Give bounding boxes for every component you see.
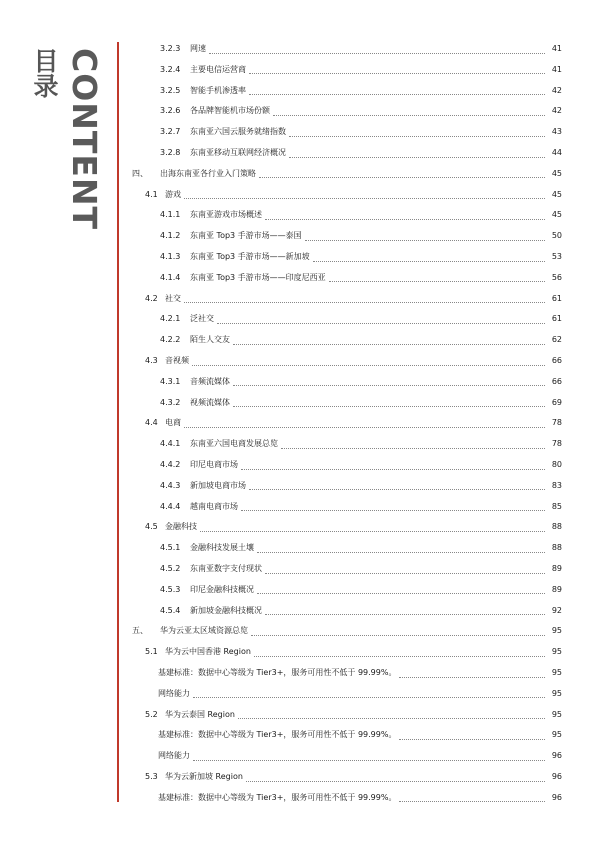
toc-entry-title: 东南亚数字支付现状	[190, 564, 262, 573]
toc-entry-page: 42	[551, 106, 562, 116]
toc-entry[interactable]	[160, 500, 562, 514]
toc-entry-number: 4.5.1	[160, 543, 181, 553]
toc-entry-page: 95	[551, 709, 562, 719]
toc-dot-leader	[249, 65, 545, 74]
toc-dot-leader	[265, 211, 545, 220]
toc-entry[interactable]	[145, 188, 562, 202]
toc-entry-page: 50	[551, 231, 562, 241]
toc-entry-title: 华为云新加坡 Region	[165, 772, 243, 781]
toc-entry-number: 5.3	[145, 772, 158, 781]
toc-dot-leader	[192, 357, 545, 366]
toc-entry-page: 41	[551, 44, 562, 53]
toc-entry-title: 东南亚 Top3 手游市场——新加坡	[190, 252, 310, 261]
toc-entry-number: 4.5	[145, 522, 158, 532]
toc-dot-leader	[257, 585, 545, 594]
toc-entry-title: 社交	[165, 293, 181, 303]
toc-entry-title: 网络能力	[158, 688, 190, 698]
toc-dot-leader	[249, 86, 545, 95]
toc-dot-leader	[399, 731, 545, 740]
toc-dot-leader	[281, 440, 545, 449]
toc-entry-title: 东南亚 Top3 手游市场——泰国	[190, 231, 302, 241]
toc-entry[interactable]	[160, 250, 562, 264]
toc-dot-leader	[313, 253, 545, 262]
toc-entry-title: 音视频	[165, 356, 189, 365]
toc-entry-page: 62	[551, 335, 562, 345]
toc-entry-number: 4.5.4	[160, 605, 181, 615]
toc-entry-page: 95	[551, 688, 562, 698]
toc-entry-number: 4.1	[145, 189, 158, 199]
title-cn: 目录	[30, 48, 59, 98]
toc-entry[interactable]	[145, 645, 562, 659]
toc-entry-number: 4.1.1	[160, 210, 181, 220]
toc-dot-leader	[289, 128, 545, 137]
toc-entry[interactable]	[132, 167, 562, 181]
toc-entry-title: 主要电信运营商	[190, 64, 246, 74]
toc-dot-leader	[265, 565, 545, 574]
toc-entry-title: 电商	[165, 418, 181, 428]
toc-entry-title: 金融科技	[165, 522, 197, 532]
toc-entry-page: 95	[551, 647, 562, 657]
toc-entry-page: 83	[551, 480, 562, 490]
toc-entry-title: 基建标准：数据中心等级为 Tier3+，服务可用性不低于 99.99%。	[158, 668, 397, 677]
toc-entry-title: 东南亚移动互联网经济概况	[190, 148, 286, 157]
toc-entry-number: 4.4	[145, 418, 158, 428]
toc-entry-number: 4.1.3	[160, 252, 181, 261]
toc-entry-title: 华为云中国香港 Region	[165, 647, 251, 657]
toc-entry-page: 80	[551, 460, 562, 469]
toc-entry[interactable]	[158, 687, 562, 701]
toc-dot-leader	[251, 627, 545, 636]
toc-entry[interactable]	[160, 458, 562, 472]
toc-entry[interactable]	[160, 479, 562, 493]
toc-entry[interactable]	[160, 396, 562, 410]
toc-entry-number: 四、	[132, 168, 148, 178]
toc-entry-number: 3.2.6	[160, 106, 181, 116]
toc-entry-title: 印尼金融科技概况	[190, 584, 254, 594]
toc-entry-page: 61	[551, 314, 562, 324]
toc-entry[interactable]	[160, 229, 562, 243]
toc-entry-number: 3.2.3	[160, 44, 181, 53]
toc-entry-page: 78	[551, 418, 562, 428]
toc-entry-title: 越南电商市场	[190, 501, 238, 511]
toc-entry[interactable]	[158, 728, 562, 742]
toc-entry-title: 泛社交	[190, 314, 214, 324]
toc-entry-number: 4.3	[145, 356, 158, 365]
toc-dot-leader	[289, 149, 545, 158]
toc-dot-leader	[238, 710, 545, 719]
toc-entry-number: 4.4.3	[160, 480, 181, 490]
toc-entry-title: 新加坡金融科技概况	[190, 605, 262, 615]
toc-entry[interactable]	[145, 292, 562, 306]
toc-entry-number: 4.1.4	[160, 272, 181, 282]
toc-entry-page: 89	[551, 584, 562, 594]
toc-dot-leader	[233, 336, 545, 345]
toc-entry-page: 41	[551, 64, 562, 74]
toc-entry-number: 3.2.8	[160, 148, 181, 157]
toc-entry[interactable]	[160, 541, 562, 555]
toc-dot-leader	[241, 461, 545, 470]
toc-dot-leader	[257, 544, 545, 553]
toc-entry-title: 网络能力	[158, 751, 190, 761]
toc-entry[interactable]	[160, 104, 562, 118]
toc-entry[interactable]	[160, 583, 562, 597]
toc-dot-leader	[241, 502, 545, 511]
toc-entry-title: 网速	[190, 44, 206, 53]
toc-entry[interactable]	[160, 63, 562, 77]
toc-entry[interactable]	[160, 271, 562, 285]
toc-dot-leader	[246, 773, 545, 782]
toc-entry-title: 新加坡电商市场	[190, 480, 246, 490]
toc-entry-page: 96	[551, 772, 562, 781]
title-en: CONTENT	[65, 48, 104, 231]
toc-entry-page: 66	[551, 356, 562, 365]
toc-dot-leader	[209, 45, 545, 54]
toc-dot-leader	[233, 377, 545, 386]
toc-entry-title: 视频流媒体	[190, 397, 230, 407]
toc-entry-number: 5.1	[145, 647, 158, 657]
toc-entry-page: 56	[551, 272, 562, 282]
toc-entry-title: 音频流媒体	[190, 376, 230, 386]
toc-entry-page: 95	[551, 668, 562, 677]
toc-dot-leader	[193, 689, 545, 698]
toc-dot-leader	[184, 294, 545, 303]
toc-dot-leader	[233, 398, 545, 407]
toc-dot-leader	[259, 169, 545, 178]
toc-entry-title: 游戏	[165, 189, 181, 199]
toc-entry-number: 五、	[132, 626, 148, 636]
toc-entry-number: 4.2.2	[160, 335, 181, 345]
toc-entry[interactable]	[160, 312, 562, 326]
toc-entry[interactable]	[160, 437, 562, 451]
toc-entry[interactable]	[145, 416, 562, 430]
toc-dot-leader	[265, 606, 545, 615]
toc-entry-number: 4.5.3	[160, 584, 181, 594]
toc-entry-number: 5.2	[145, 709, 158, 719]
toc-entry-title: 印尼电商市场	[190, 460, 238, 469]
toc-entry-title: 东南亚游戏市场概述	[190, 210, 262, 220]
toc-dot-leader	[200, 523, 545, 532]
toc-entry[interactable]	[145, 520, 562, 534]
toc-entry-title: 东南亚 Top3 手游市场——印度尼西亚	[190, 272, 326, 282]
toc-entry-page: 66	[551, 376, 562, 386]
toc-entry-number: 3.2.5	[160, 85, 181, 95]
toc-dot-leader	[399, 793, 545, 802]
toc-entry[interactable]	[160, 146, 562, 160]
toc-entry-page: 69	[551, 397, 562, 407]
toc-entry[interactable]	[160, 125, 562, 139]
toc-entry-page: 45	[551, 210, 562, 220]
toc-entry-page: 42	[551, 85, 562, 95]
toc-entry[interactable]	[160, 604, 562, 618]
toc-entry-number: 3.2.7	[160, 127, 181, 137]
toc-entry[interactable]	[160, 333, 562, 347]
toc-entry-title: 华为云泰国 Region	[165, 709, 235, 719]
toc-entry-page: 78	[551, 439, 562, 449]
toc-entry-page: 96	[551, 751, 562, 761]
toc-dot-leader	[305, 232, 545, 241]
toc-entry-page: 43	[551, 127, 562, 137]
toc-entry-title: 东南亚六国云服务就绪指数	[190, 127, 286, 137]
toc-dot-leader	[329, 273, 545, 282]
toc-entry-page: 44	[551, 148, 562, 157]
toc-dot-leader	[193, 752, 545, 761]
toc-entry-title: 各品牌智能机市场份额	[190, 106, 270, 116]
toc-entry[interactable]	[158, 666, 562, 680]
toc-entry[interactable]	[160, 375, 562, 389]
toc-entry[interactable]	[158, 791, 562, 805]
toc-dot-leader	[184, 190, 545, 199]
toc-entry[interactable]	[145, 770, 562, 784]
toc-entry-title: 基建标准：数据中心等级为 Tier3+，服务可用性不低于 99.99%。	[158, 792, 397, 802]
toc-entry-page: 95	[551, 626, 562, 636]
toc-entry[interactable]	[145, 708, 562, 722]
toc-entry-number: 4.1.2	[160, 231, 181, 241]
toc-entry-number: 4.4.2	[160, 460, 181, 469]
toc-entry-number: 4.3.2	[160, 397, 181, 407]
toc-entry-number: 4.2	[145, 293, 158, 303]
toc-entry-number: 3.2.4	[160, 64, 181, 74]
toc-dot-leader	[254, 648, 545, 657]
toc-entry-page: 89	[551, 564, 562, 573]
toc-entry-page: 45	[551, 189, 562, 199]
toc-entry[interactable]	[145, 354, 562, 368]
toc-entry[interactable]	[132, 624, 562, 638]
toc-entry-title: 出海东南亚各行业入门策略	[160, 168, 256, 178]
toc-dot-leader	[399, 669, 545, 678]
toc-entry-page: 61	[551, 293, 562, 303]
toc-entry[interactable]	[160, 562, 562, 576]
toc-entry-number: 4.4.4	[160, 501, 181, 511]
toc-entry-page: 92	[551, 605, 562, 615]
toc-entry-title: 智能手机渗透率	[190, 85, 246, 95]
toc-entry[interactable]	[158, 749, 562, 763]
toc-entry-title: 金融科技发展土壤	[190, 543, 254, 553]
toc-entry-page: 45	[551, 168, 562, 178]
toc-entry-page: 95	[551, 730, 562, 740]
toc-entry[interactable]	[160, 208, 562, 222]
toc-entry-page: 88	[551, 522, 562, 532]
toc-entry-number: 4.3.1	[160, 376, 181, 386]
toc-entry-page: 88	[551, 543, 562, 553]
toc-entry-page: 96	[551, 792, 562, 802]
toc-entry-number: 4.4.1	[160, 439, 181, 449]
toc-dot-leader	[273, 107, 545, 116]
toc-dot-leader	[249, 481, 545, 490]
toc-entry-page: 53	[551, 252, 562, 261]
toc-entry[interactable]	[160, 84, 562, 98]
toc-dot-leader	[184, 419, 545, 428]
toc-entry-title: 华为云亚太区域资源总览	[160, 626, 248, 636]
toc-entry-number: 4.5.2	[160, 564, 181, 573]
toc-entry-page: 85	[551, 501, 562, 511]
toc-entry-title: 东南亚六国电商发展总览	[190, 439, 278, 449]
toc-entry-title: 基建标准：数据中心等级为 Tier3+，服务可用性不低于 99.99%。	[158, 730, 397, 740]
toc-entry[interactable]	[160, 42, 562, 56]
toc-entry-number: 4.2.1	[160, 314, 181, 324]
toc-entry-title: 陌生人交友	[190, 335, 230, 345]
toc-dot-leader	[217, 315, 545, 324]
